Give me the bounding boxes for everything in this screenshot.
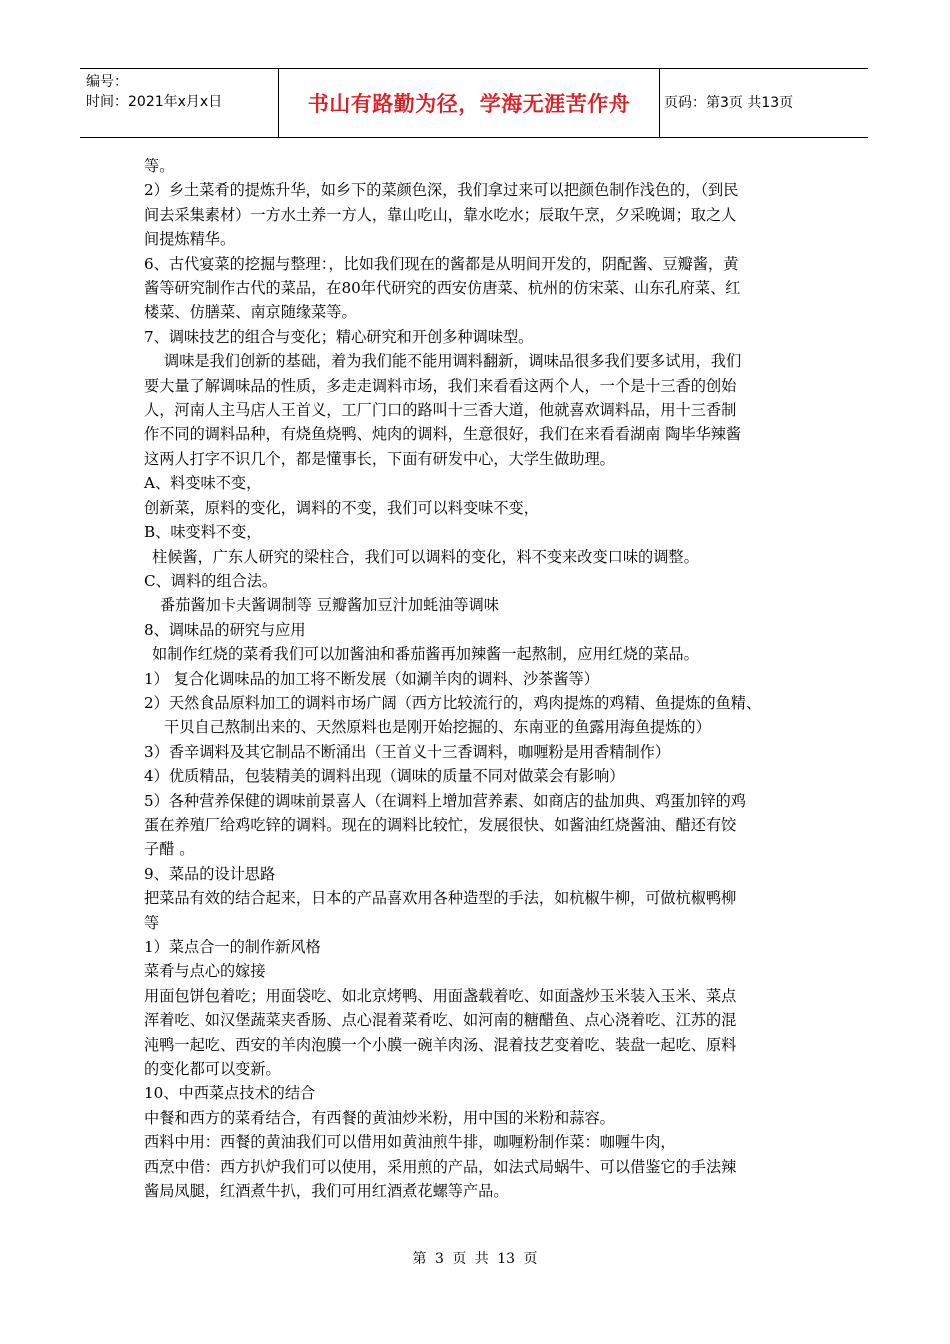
document-date-label: 时间：2021年x月x日 <box>86 94 223 110</box>
body-line: 人，河南人主马店人王首义，工厂门口的路叫十三香大道，他就喜欢调料品，用十三香制 <box>144 401 737 420</box>
page-footer <box>0 1248 950 1268</box>
footer-page-number: 3 <box>434 1251 444 1267</box>
body-line: 中餐和西方的菜肴结合，有西餐的黄油炒米粉，用中国的米粉和蒜容。 <box>144 1108 615 1127</box>
body-line: 1） 复合化调味品的加工将不断发展（如涮羊肉的调料、沙茶酱等） <box>144 669 599 688</box>
body-line: 柱候酱，广东人研究的梁柱合，我们可以调料的变化，料不变来改变口味的调整。 <box>152 547 699 566</box>
body-line: 这两人打字不识几个，都是懂事长，下面有研发中心，大学生做助理。 <box>144 449 615 468</box>
body-line: 作不同的调料品种，有烧鱼烧鸭、炖肉的调料，生意很好，我们在来看看湖南 陶毕华辣酱 <box>144 425 742 444</box>
body-line: 番茄酱加卡夫酱调制等 豆瓣酱加豆汁加蚝油等调味 <box>160 596 499 615</box>
document-code-label: 编号： <box>86 74 128 90</box>
body-line: 10、中西菜点技术的结合 <box>144 1084 316 1103</box>
body-line: 1）菜点合一的制作新风格 <box>144 938 321 956</box>
body-line: 等 <box>144 913 160 932</box>
body-line: 沌鸭一起吃、西安的羊肉泡膜一个小膜一碗羊肉汤、混着技艺变着吃、装盘一起吃、原料 <box>144 1035 737 1054</box>
body-line: 蛋在养殖厂给鸡吃锌的调料。现在的调料比较忙，发展很快、如酱油红烧酱油、醋还有饺 <box>144 815 737 834</box>
header-info-cell <box>80 69 279 137</box>
body-line: 2）乡土菜肴的提炼升华，如乡下的菜颜色深，我们拿过来可以把颜色制作浅色的，（到民 <box>144 181 739 200</box>
body-line: 3）香辛调料及其它制品不断涌出（王首义十三香调料，咖喱粉是用香精制作） <box>144 742 671 761</box>
body-line: 的变化都可以变新。 <box>144 1060 281 1079</box>
footer-total-pages: 13 <box>497 1251 516 1267</box>
footer-di: 第 <box>412 1251 427 1267</box>
body-line: 楼菜、仿膳菜、南京随缘菜等。 <box>144 303 357 322</box>
body-line: 把菜品有效的结合起来，日本的产品喜欢用各种造型的手法，如杭椒牛柳，可做杭椒鸭柳 <box>144 889 737 908</box>
body-line: 7、调味技艺的组合与变化；精心研究和开创多种调味型。 <box>144 327 534 346</box>
header-page-number: 页码：第3页 共13页 <box>664 95 794 111</box>
body-line: 酱等研究制作古代的菜品，在80年代研究的西安仿唐菜、杭州的仿宋菜、山东孔府菜、红 <box>144 279 741 298</box>
body-line: 菜肴与点心的嫁接 <box>144 962 266 981</box>
body-line: 间去采集素材）一方水土养一方人，靠山吃山，靠水吃水；辰取午烹，夕采晚调；取之人 <box>144 205 737 224</box>
header-motto-cell <box>279 69 660 137</box>
body-line: 西烹中借：西方扒炉我们可以使用，采用煎的产品，如法式局蜗牛、可以借鉴它的手法辣 <box>144 1157 737 1176</box>
footer-gong: 共 <box>474 1251 489 1267</box>
header-page-cell <box>660 69 868 137</box>
footer-ye: 页 <box>452 1251 467 1267</box>
body-line: 9、菜品的设计思路 <box>144 864 276 883</box>
body-line: 创新菜，原料的变化，调料的不变，我们可以料变味不变， <box>144 498 539 517</box>
body-line: 浑着吃、如汉堡蔬菜夹香肠、点心混着菜肴吃、如河南的糖醋鱼、点心浇着吃、江苏的混 <box>144 1011 737 1030</box>
body-line: 用面包饼包着吃；用面袋吃、如北京烤鸭、用面盏载着吃、如面盏炒玉米装入玉米、菜点 <box>144 986 737 1005</box>
document-body <box>144 154 824 1203</box>
header-motto: 书山有路勤为径，学海无涯苦作舟 <box>307 92 631 116</box>
footer-ye: 页 <box>523 1251 538 1267</box>
body-line: 等。 <box>144 157 175 175</box>
page-header <box>80 68 868 138</box>
body-line: 要大量了解调味品的性质，多走走调料市场，我们来看看这两个人，一个是十三香的创始 <box>144 376 737 395</box>
body-line: 8、调味品的研究与应用 <box>144 620 306 639</box>
body-line: 调味是我们创新的基础，着为我们能不能用调料翻新，调味品很多我们要多试用，我们 <box>164 352 742 371</box>
body-line: 5）各种营养保健的调味前景喜人（在调料上增加营养素、如商店的盐加典、鸡蛋加锌的鸡 <box>144 791 746 810</box>
body-line: 如制作红烧的菜肴我们可以加酱油和番茄酱再加辣酱一起熬制，应用红烧的菜品。 <box>152 645 699 664</box>
body-line: B、味变料不变， <box>144 523 262 542</box>
body-line: 子醋 。 <box>144 840 195 859</box>
body-line: C、调料的组合法。 <box>144 571 278 590</box>
body-line: 酱局凤腿，红酒煮牛扒，我们可用红酒煮花螺等产品。 <box>144 1182 509 1201</box>
body-line: 西料中用：西餐的黄油我们可以借用如黄油煎牛排，咖喱粉制作菜：咖喱牛肉， <box>144 1133 676 1152</box>
body-line: 6、古代宴菜的挖掘与整理：，比如我们现在的酱都是从明间开发的，阴配酱、豆瓣酱，黄 <box>144 254 739 273</box>
body-line: 4）优质精品，包装精美的调料出现（调味的质量不同对做菜会有影响） <box>144 767 625 786</box>
body-line: 间提炼精华。 <box>144 230 236 249</box>
body-line: A、料变味不变， <box>144 474 262 493</box>
body-line: 干贝自己熬制出来的、天然原料也是刚开始挖掘的、东南亚的鱼露用海鱼提炼的） <box>164 718 711 737</box>
body-line: 2）天然食品原料加工的调料市场广阔（西方比较流行的，鸡肉提炼的鸡精、鱼提炼的鱼精、 <box>144 693 762 712</box>
